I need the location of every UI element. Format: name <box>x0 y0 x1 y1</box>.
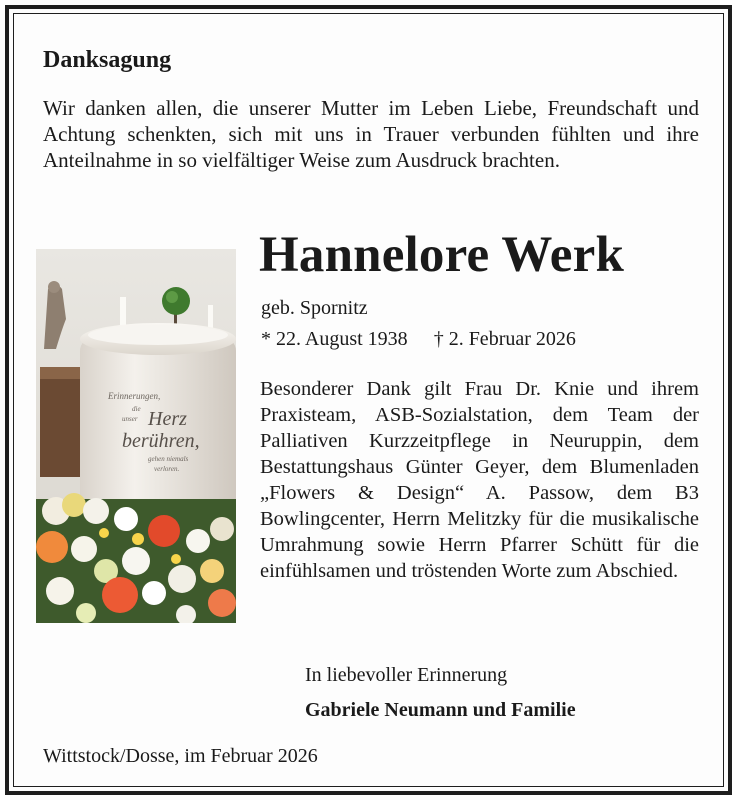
urn-line-1: Erinnerungen, <box>108 391 161 401</box>
in-memory-line: In liebevoller Erinnerung <box>305 664 508 686</box>
urn-line-4: Herz <box>148 408 187 430</box>
urn-line-7: verloren. <box>154 465 180 473</box>
place-date: Wittstock/Dosse, im Februar 2026 <box>43 745 318 767</box>
birth-date: * 22. August 1938 <box>261 328 408 350</box>
urn-line-3: unser <box>122 415 138 423</box>
urn-photo <box>36 249 236 623</box>
birth-name: geb. Spornitz <box>261 297 368 319</box>
deceased-name: Hannelore Werk <box>259 227 625 283</box>
urn-line-2: die <box>132 405 141 413</box>
death-date: † 2. Februar 2026 <box>433 328 576 350</box>
thanks-text: Besonderer Dank gilt Frau Dr. Knie und ihrem Praxisteam, ASB-Sozialstation, dem Team der Palliativen Kurzzeitpflege in Neuruppin, dem Bestattungshaus Günter Geyer, dem Blumenladen „Flowers & Design“ A. Passow, dem B3 Bowlingcenter, Herrn Melitzky für die musikalische Umrahmung sowie Herrn Pfarrer Schütt für die einfühlsamen und tröstenden Worte zum Abschied. <box>260 378 699 582</box>
life-dates <box>261 328 576 351</box>
notice-heading: Danksagung <box>43 47 172 73</box>
urn-line-5: berühren, <box>122 430 200 452</box>
signature-family: Gabriele Neumann und Familie <box>305 699 576 721</box>
urn-line-6: gehen niemals <box>148 455 189 463</box>
obituary-notice <box>5 5 732 795</box>
intro-text: Wir danken allen, die unserer Mutter im Leben Liebe, Freundschaft und Achtung schenkten, sich mit uns in Trauer verbunden fühlten und ihre Anteilnahme in so vielfältiger Weise zum Ausdruck brachten. <box>43 96 699 172</box>
